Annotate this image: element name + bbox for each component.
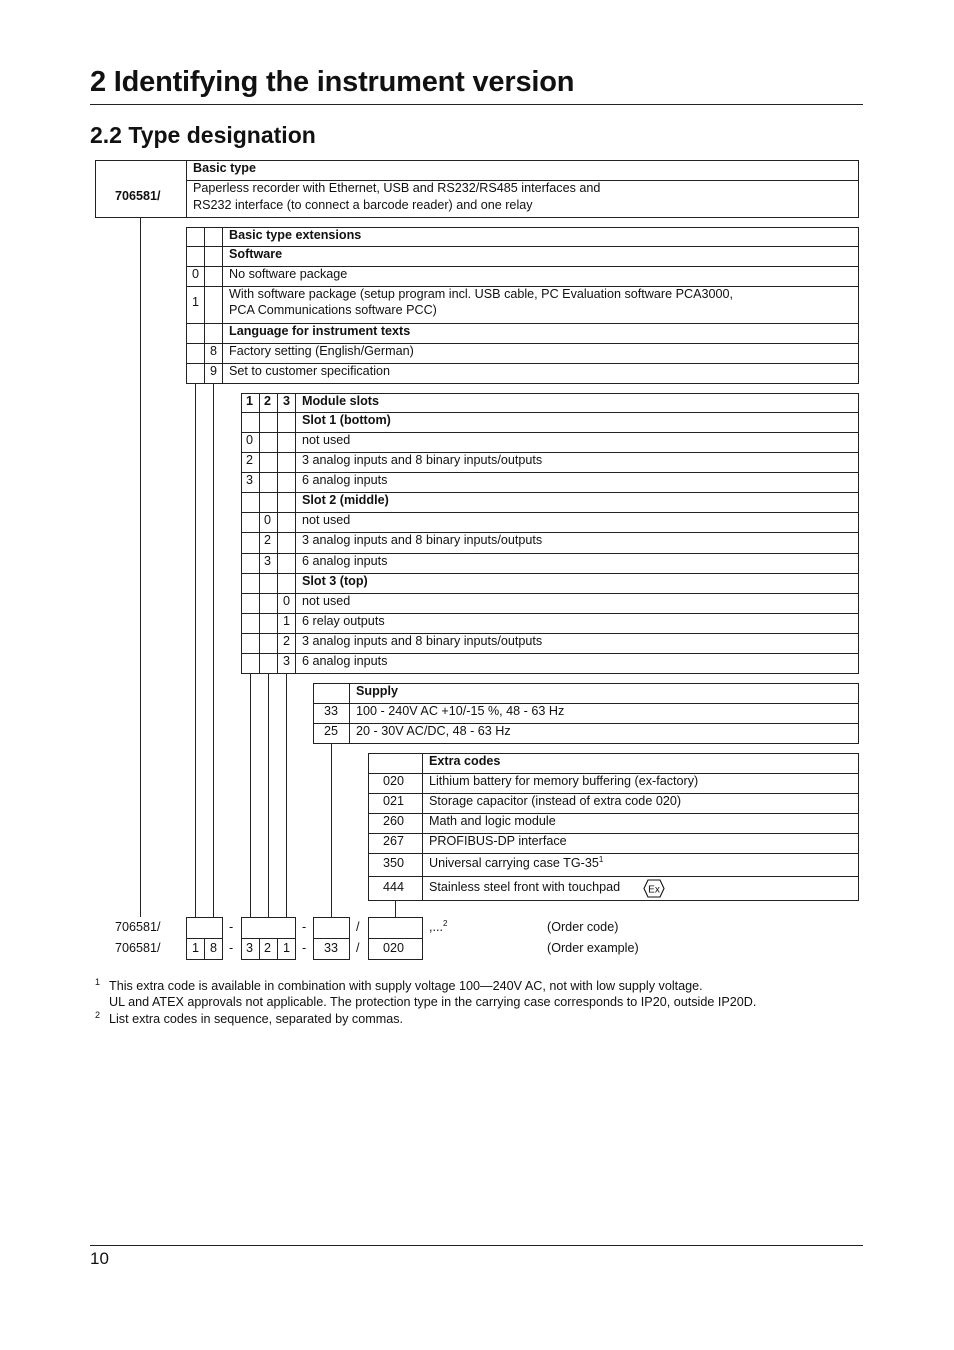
footnote-ref-1: 1: [598, 854, 604, 864]
extra-codes-header: Extra codes: [429, 754, 501, 768]
extra-021-code: 021: [383, 794, 405, 808]
section-title: 2.2 Type designation: [90, 122, 316, 148]
slot2-not-used: not used: [302, 513, 351, 527]
slot3-not-used: not used: [302, 594, 351, 608]
supply-25-code: 25: [324, 724, 339, 738]
page-number: 10: [90, 1249, 109, 1268]
order-example-dash1: -: [229, 941, 234, 955]
slot3-code-2: 2: [283, 634, 291, 648]
order-code-dash2: -: [302, 920, 307, 934]
extensions-header: Basic type extensions: [229, 228, 362, 242]
supply-33-code: 33: [324, 704, 339, 718]
slot2-six-analog: 6 analog inputs: [302, 554, 388, 568]
slot1-header: Slot 1 (bottom): [302, 413, 391, 427]
extra-260-code: 260: [383, 814, 405, 828]
extra-350-code: 350: [383, 856, 405, 870]
slot2-code-3: 3: [264, 554, 272, 568]
slot2-code-2: 2: [264, 533, 272, 547]
footnote-ref-2: 2: [443, 918, 448, 928]
slot3-code-1: 1: [283, 614, 291, 628]
slot1-six-analog: 6 analog inputs: [302, 473, 388, 487]
order-code-ellipsis: ,...$^2$: [429, 918, 448, 934]
slot1-code-3: 3: [246, 473, 254, 487]
supply-25-desc: 20 - 30V AC/DC, 48 - 63 Hz: [356, 724, 511, 738]
ex-hexagon-icon: [643, 879, 665, 898]
slot1-code-0: 0: [246, 433, 254, 447]
order-code-dash1: -: [229, 920, 234, 934]
supply-header: Supply: [356, 684, 398, 698]
header-rule: [90, 104, 863, 105]
slot3-analog-binary: 3 analog inputs and 8 binary inputs/outputs: [302, 634, 543, 648]
slot3-header: Slot 3 (top): [302, 574, 368, 588]
lang9-desc: Set to customer specification: [229, 364, 390, 378]
slot-col-1: 1: [246, 394, 254, 408]
sw0-desc: No software package: [229, 267, 348, 281]
extra-020-code: 020: [383, 774, 405, 788]
chapter-title: 2 Identifying the instrument version: [90, 66, 575, 98]
extra-020-desc: Lithium battery for memory buffering (ex-factory): [429, 774, 699, 788]
sw0-code: 0: [192, 267, 200, 281]
slot2-header: Slot 2 (middle): [302, 493, 389, 507]
order-code-slash: /: [356, 920, 360, 934]
order-example-slot3: 1: [283, 941, 291, 955]
order-example-label: (Order example): [547, 941, 639, 955]
slot-col-2: 2: [264, 394, 272, 408]
order-example-dash2: -: [302, 941, 307, 955]
basic-type-code: 706581/: [115, 189, 161, 203]
module-slots-header: Module slots: [302, 394, 379, 408]
order-code-prefix: 706581/: [115, 920, 161, 934]
extra-021-desc: Storage capacitor (instead of extra code 020): [429, 794, 682, 808]
lang9-code: 9: [210, 364, 218, 378]
order-example-lang1: 1: [192, 941, 200, 955]
footer-rule: [90, 1245, 863, 1246]
basic-type-desc-line1: Paperless recorder with Ethernet, USB and RS232/RS485 interfaces and: [193, 181, 601, 195]
footnote-2-marker: 2: [95, 1010, 101, 1020]
footnote-1-marker: 1: [95, 977, 101, 987]
svg-text:Ex: Ex: [648, 884, 660, 896]
order-example-prefix: 706581/: [115, 941, 161, 955]
slot3-code-3: 3: [283, 654, 291, 668]
order-example-slash: /: [356, 941, 360, 955]
footnote-1-line1: This extra code is available in combination with supply voltage 100—240V AC, not with low supply voltage.: [109, 979, 703, 993]
extra-267-code: 267: [383, 834, 405, 848]
order-code-extra-box: [368, 917, 423, 939]
extra-267-desc: PROFIBUS-DP interface: [429, 834, 567, 848]
supply-33-desc: 100 - 240V AC +10/-15 %, 48 - 63 Hz: [356, 704, 565, 718]
basic-type-header: Basic type: [193, 161, 256, 175]
sw1-desc-line1: With software package (setup program incl. USB cable, PC Evaluation software PCA3000,: [229, 287, 733, 301]
order-code-label: (Order code): [547, 920, 619, 934]
extra-260-desc: Math and logic module: [429, 814, 556, 828]
extra-444-desc: Stainless steel front with touchpad: [429, 880, 621, 894]
slot1-code-2: 2: [246, 453, 254, 467]
order-example-supply: 33: [324, 941, 339, 955]
slot3-six-relay: 6 relay outputs: [302, 614, 385, 628]
order-example-extra: 020: [383, 941, 405, 955]
slot1-analog-binary: 3 analog inputs and 8 binary inputs/outputs: [302, 453, 543, 467]
extra-350-desc: Universal carrying case $TG-35^1$: [429, 854, 604, 870]
order-example-slot1: 3: [246, 941, 254, 955]
footnote-1-line2: UL and ATEX approvals not applicable. The protection type in the carrying case corresponds to IP20, outside IP20D.: [109, 995, 757, 1009]
order-code-supply-box: [313, 917, 350, 939]
slot1-not-used: not used: [302, 433, 351, 447]
slot2-code-0: 0: [264, 513, 272, 527]
lang8-code: 8: [210, 344, 218, 358]
sw1-desc-line2: PCA Communications software PCC): [229, 303, 437, 317]
order-code-slots-box: [241, 917, 296, 939]
slot2-analog-binary: 3 analog inputs and 8 binary inputs/outputs: [302, 533, 543, 547]
order-example-slot2: 2: [264, 941, 272, 955]
language-header: Language for instrument texts: [229, 324, 411, 338]
slot3-six-analog: 6 analog inputs: [302, 654, 388, 668]
sw1-code: 1: [192, 295, 200, 309]
footnote-2-text: List extra codes in sequence, separated by commas.: [109, 1012, 404, 1026]
slot-col-3: 3: [283, 394, 291, 408]
basic-type-desc-line2: RS232 interface (to connect a barcode reader) and one relay: [193, 198, 533, 212]
extra-444-code: 444: [383, 880, 405, 894]
order-example-lang2: 8: [210, 941, 218, 955]
lang8-desc: Factory setting (English/German): [229, 344, 414, 358]
software-header: Software: [229, 247, 283, 261]
order-code-language-box: [186, 917, 223, 939]
slot3-code-0: 0: [283, 594, 291, 608]
